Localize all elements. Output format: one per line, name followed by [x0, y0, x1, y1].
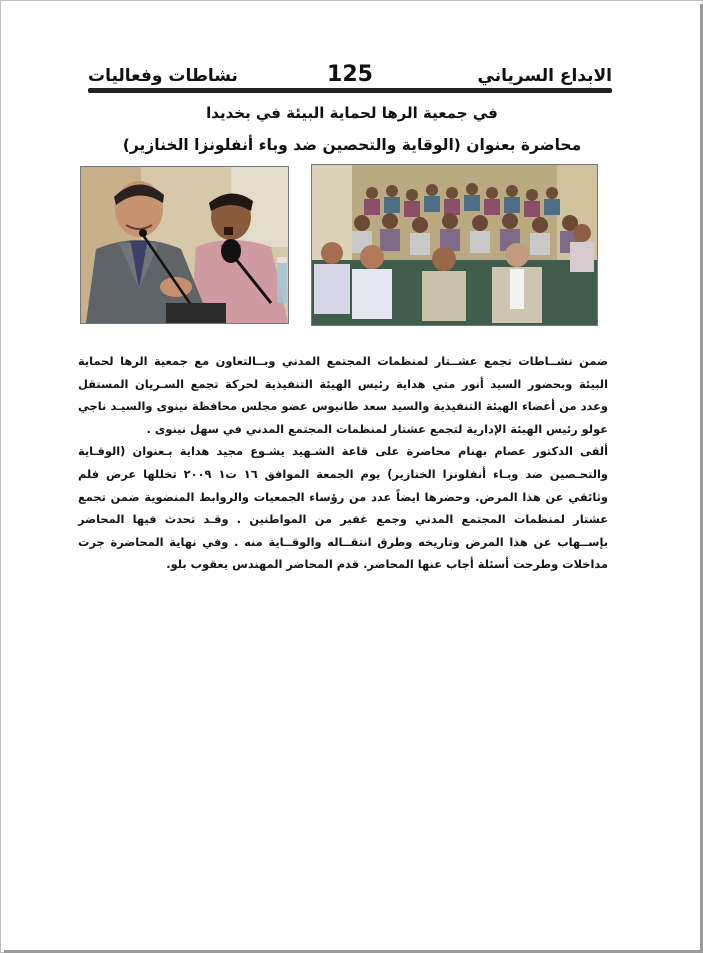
header-rule: [88, 88, 612, 93]
lecturer-photo-illustration: [81, 167, 288, 323]
article-headline-line1: في جمعية الرها لحماية البيئة في بخديدا: [206, 104, 498, 122]
publication-title: الابداع السرياني: [477, 66, 612, 86]
lecturer-photo: [80, 166, 289, 324]
audience-photo-illustration: [312, 165, 597, 325]
article-paragraph-1: ضمن نشــاطات تجمع عشــتار لمنظمات المجتمع المدني وبــالتعاون مع جمعية الرها لحماية البيئة وبحضور السيد أنور متي هداية رئيس الهيئة التنفيذية لحركة تجمع السـريان المستقل وعدد من أعضاء الهيئة التنفيذية والسيد سعد طانيوس عضو مجلس محافظة نينوى والسيـد ناجي عولو رئيس الهيئة الإدارية لتجمع عشتار لمنظمات المجتمع المدني في سهل نينوى .: [78, 354, 608, 436]
audience-photo: [311, 164, 598, 326]
page-number: 125: [327, 62, 373, 87]
page-header: [88, 62, 612, 92]
section-title: نشاطات وفعاليات: [88, 66, 238, 86]
article-headline-line2: محاضرة بعنوان (الوقاية والتحصين ضد وباء أنفلونزا الخنازير): [122, 136, 582, 154]
article-paragraph-2: ألقى الدكتور عصام بهنام محاضرة على قاعة الشـهيد يشـوع مجيد هداية بـعنوان (الوقـاية والتحـصين ضد وبـاء أنفلونزا الخنازير) يوم الجمعة الموافق ١٦ ت١ ٢٠٠٩ تخللها عرض فلم وثائقي عن هذا المرض. وحضرها ايضاً عدد من رؤساء الجمعيات والروابط المنضوية ضمن تجمع عشتار لمنظمات المجتمع المدني وجمع غفير من المواطنين . وقـد تحدث فيها المحاضر بإســهاب عن هذا المرض وتاريخه وطرق انتقــاله والوقــاية منه . وفي نهاية المحاضرة جرت مداخلات وطرحت أسئلة أجاب عنها المحاضر. قدم المحاضر المهندس يعقوب بلو.: [78, 444, 608, 572]
article-body: [78, 350, 608, 576]
